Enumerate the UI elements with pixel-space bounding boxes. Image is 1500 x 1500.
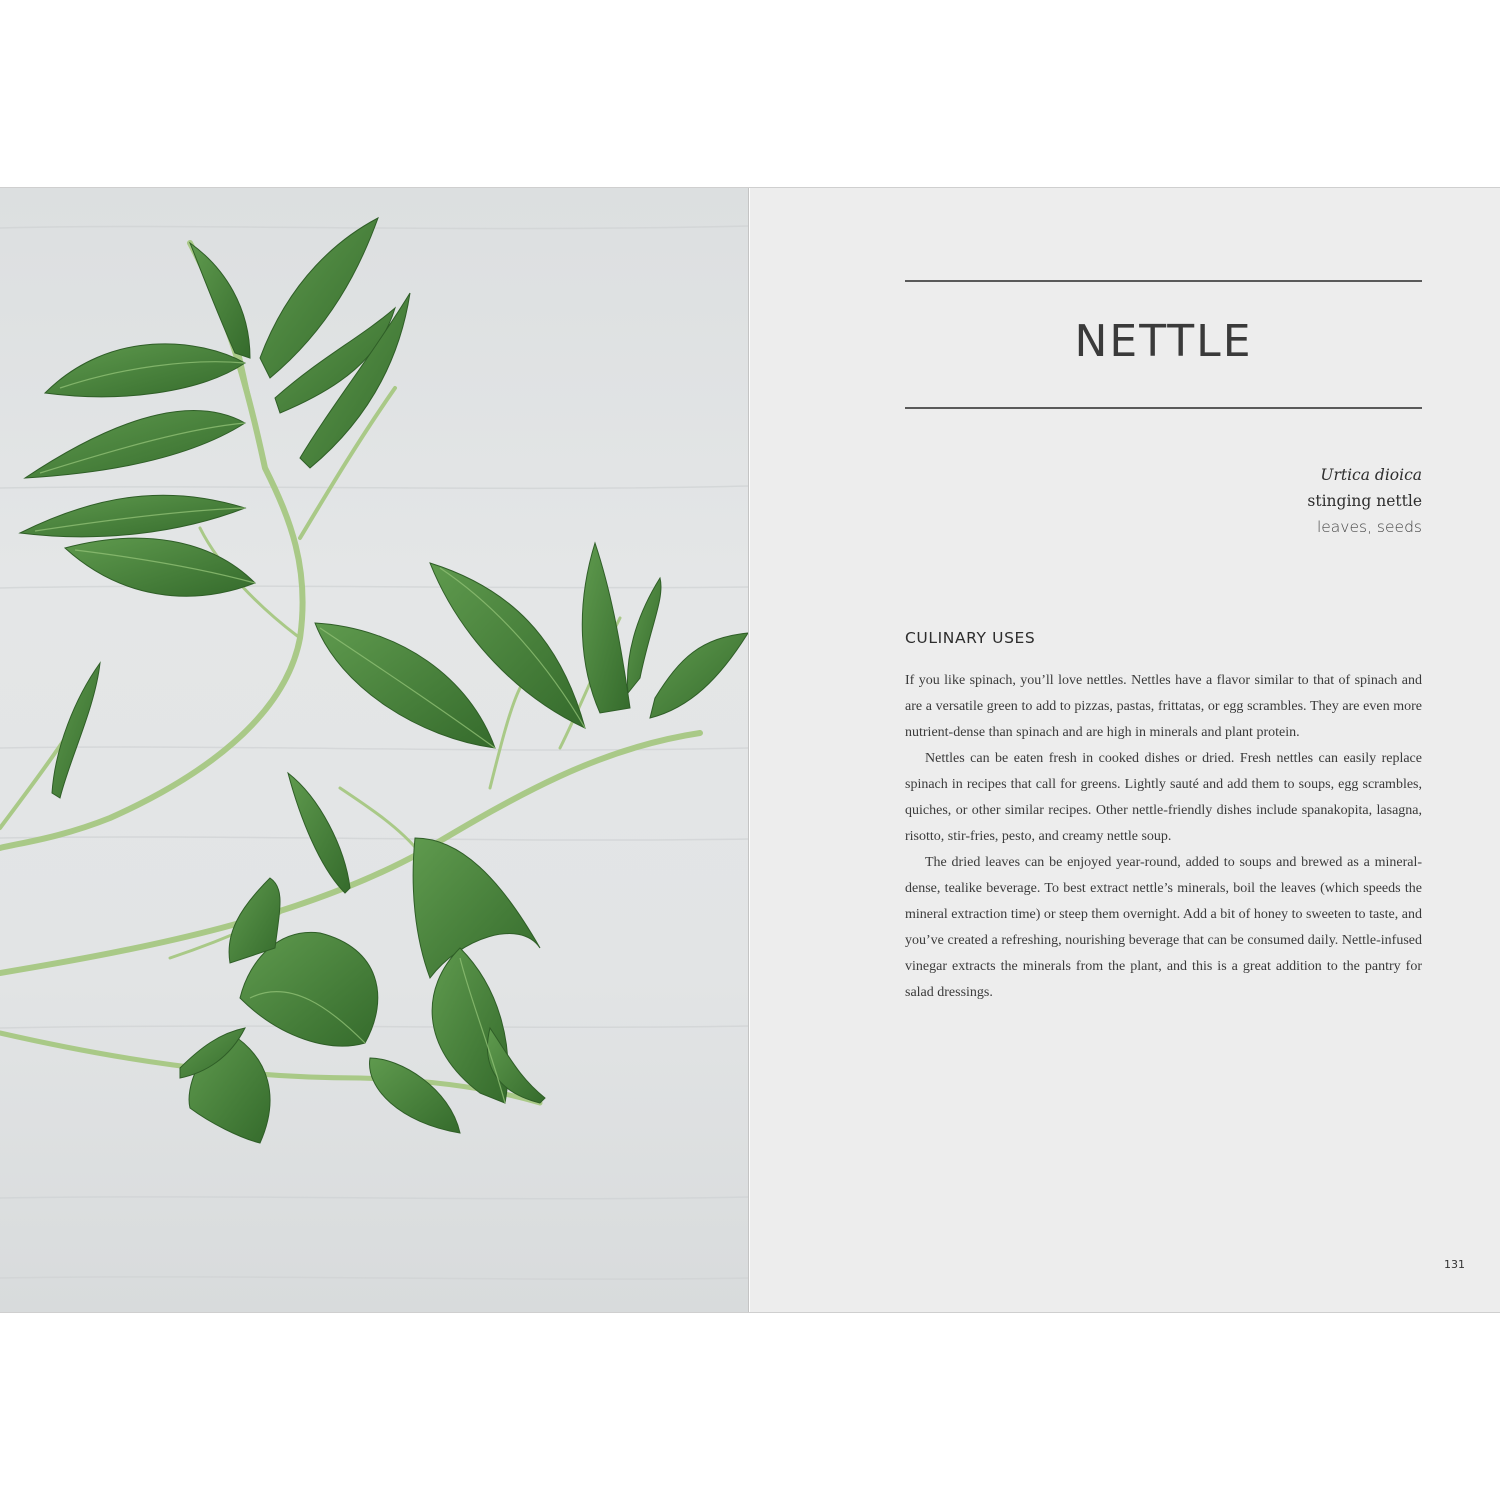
- title-top-rule: [905, 280, 1422, 282]
- page-title: NETTLE: [1074, 316, 1253, 367]
- plant-info: [905, 462, 1422, 540]
- section-heading: CULINARY USES: [905, 629, 1036, 647]
- common-name: stinging nettle: [1307, 492, 1422, 510]
- parts-used: leaves, seeds: [1316, 518, 1422, 536]
- title-bottom-rule: [905, 407, 1422, 409]
- latin-name: Urtica dioica: [1320, 466, 1422, 484]
- page-number: 131: [1444, 1258, 1465, 1271]
- body-text: [905, 668, 1422, 1006]
- nettle-sprig-photo: [0, 188, 749, 1312]
- text-page: [750, 188, 1500, 1312]
- book-spread: [0, 187, 1500, 1313]
- photo-page: [0, 188, 749, 1312]
- paragraph-3: The dried leaves can be enjoyed year-round, added to soups and brewed as a mineral-dense, tealike beverage. To best extract nettle’s minerals, boil the leaves (which speeds the mineral extraction time) or steep them overnight. Add a bit of honey to sweeten to taste, and you’ve created a refreshing, nourishing beverage that can be consumed daily. Nettle-infused vinegar extracts the minerals from the plant, and this is a great addition to the pantry for salad dressings.: [905, 855, 1422, 1000]
- paragraph-2: Nettles can be eaten fresh in cooked dishes or dried. Fresh nettles can easily replace spinach in recipes that call for greens. Lightly sauté and add them to soups, egg scrambles, quiches, or other similar recipes. Other nettle-friendly dishes include spanakopita, lasagna, risotto, stir-fries, pesto, and creamy nettle soup.: [905, 751, 1422, 844]
- paragraph-1: If you like spinach, you’ll love nettles. Nettles have a flavor similar to that of spinach and are a versatile green to add to pizzas, pastas, frittatas, or egg scrambles. They are even more nutrient-dense than spinach and are high in minerals and plant protein.: [905, 673, 1422, 740]
